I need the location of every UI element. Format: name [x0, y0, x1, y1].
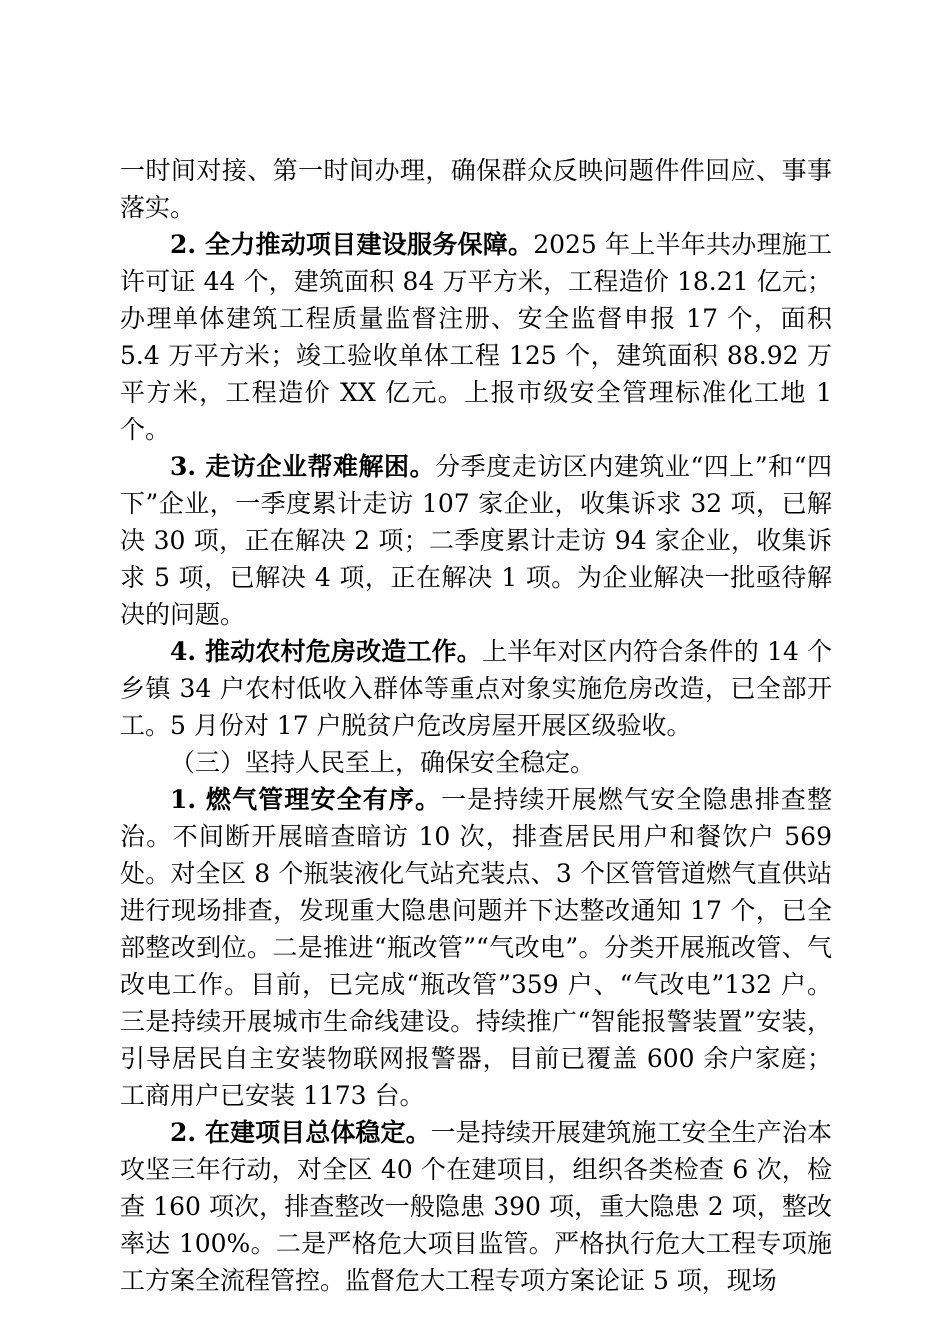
paragraph-continuation [120, 152, 832, 226]
paragraph-heading: 1. 燃气管理安全有序。 [170, 785, 442, 814]
section-heading [120, 744, 832, 781]
paragraph-heading: 3. 走访企业帮难解困。 [170, 452, 436, 481]
paragraph-text: 一时间对接、第一时间办理，确保群众反映问题件件回应、事事落实。 [120, 156, 832, 222]
paragraph-text: 2025 年上半年共办理施工许可证 44 个，建筑面积 84 万平方米，工程造价 18.21 亿元；办理单体建筑工程质量监督注册、安全监督申报 17 个，面积 5.4 万平方米；竣工验收单体工程 125 个，建筑面积 88.92 万平方米，工程造价 XX 亿元。上报市级安全管理标准化工地 1 个。 [120, 230, 832, 444]
document-page [120, 152, 832, 1299]
paragraph-project-service [120, 226, 832, 448]
paragraph-text: 一是持续开展建筑施工安全生产治本攻坚三年行动，对全区 40 个在建项目，组织各类检查 6 次，检查 160 项次，排查整改一般隐患 390 项，重大隐患 2 项，整改率达 100%。二是严格危大项目监管。严格执行危大工程专项施工方案全流程管控。监督危大工程专项方案论证 5 项，现场 [120, 1118, 832, 1295]
paragraph-enterprise-visits [120, 448, 832, 633]
paragraph-rural-housing [120, 633, 832, 744]
paragraph-text: 一是持续开展燃气安全隐患排查整治。不间断开展暗查暗访 10 次，排查居民用户和餐饮户 569 处。对全区 8 个瓶装液化气站充装点、3 个区管管道燃气直供站进行现场排查，发现重大隐患问题并下达整改通知 17 个，已全部整改到位。二是推进“瓶改管”“气改电”。分类开展瓶改管、气改电工作。目前，已完成“瓶改管”359 户、“气改电”132 户。三是持续开展城市生命线建设。持续推广“智能报警装置”安装，引导居民自主安装物联网报警器，目前已覆盖 600 余户家庭；工商用户已安装 1173 台。 [120, 785, 832, 1110]
paragraph-heading: 2. 在建项目总体稳定。 [170, 1118, 431, 1147]
paragraph-heading: 4. 推动农村危房改造工作。 [170, 637, 482, 666]
paragraph-heading: 2. 全力推动项目建设服务保障。 [170, 230, 534, 259]
paragraph-construction-projects [120, 1114, 832, 1299]
paragraph-text: 上半年对区内符合条件的 14 个乡镇 34 户农村低收入群体等重点对象实施危房改造，已全部开工。5 月份对 17 户脱贫户危改房屋开展区级验收。 [120, 637, 832, 740]
section-heading-text: （三）坚持人民至上，确保安全稳定。 [170, 748, 596, 777]
paragraph-text: 分季度走访区内建筑业“四上”和“四下”企业，一季度累计走访 107 家企业，收集诉求 32 项，已解决 30 项，正在解决 2 项；二季度累计走访 94 家企业，收集诉求 5 项，已解决 4 项，正在解决 1 项。为企业解决一批亟待解决的问题。 [120, 452, 833, 629]
paragraph-gas-safety [120, 781, 832, 1114]
